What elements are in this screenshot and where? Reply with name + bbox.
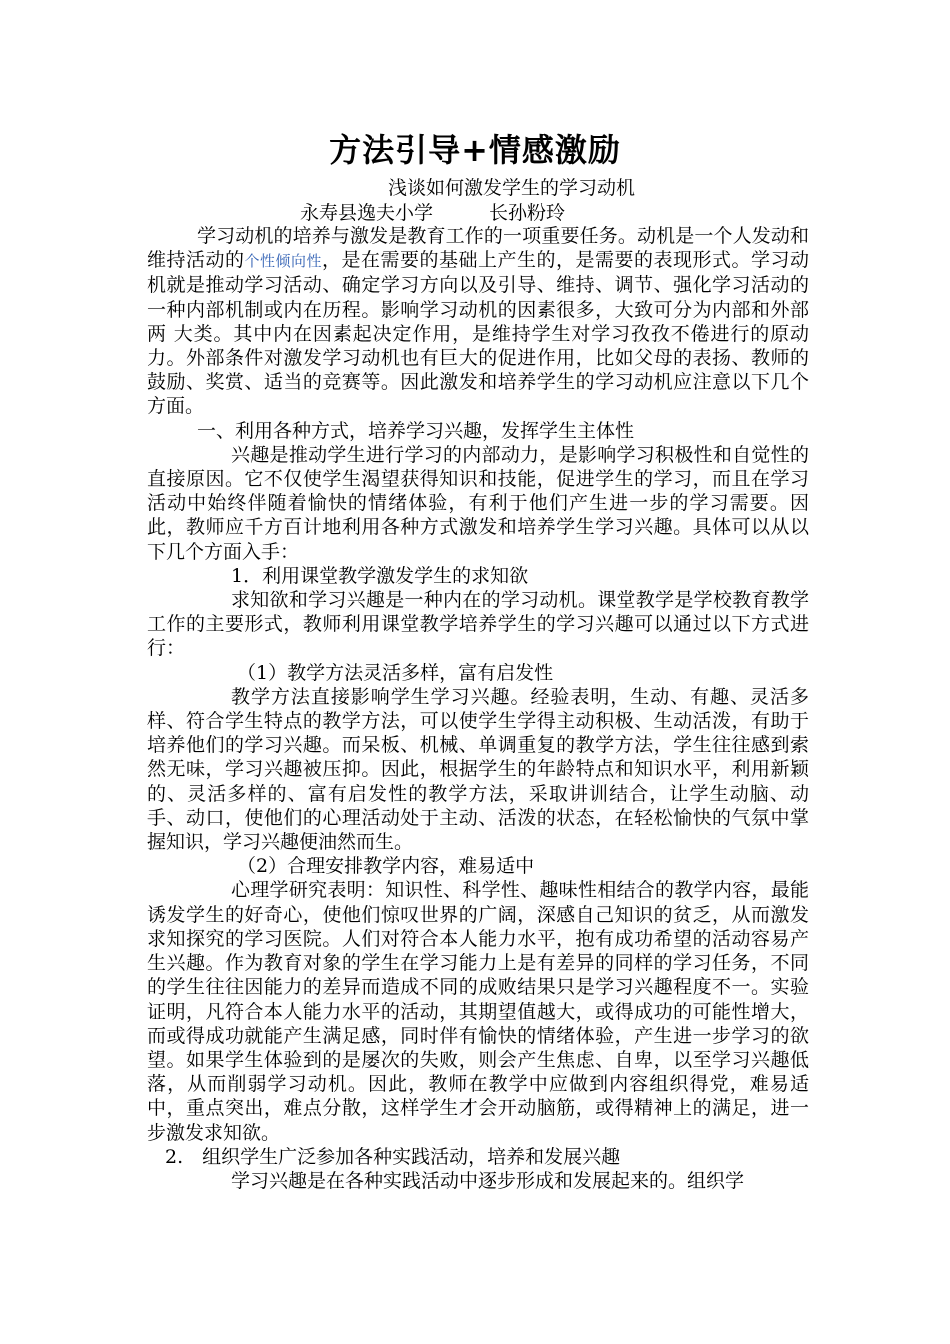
document-title: 方法引导+情感激励 <box>329 131 621 169</box>
paragraph-curiosity: 求知欲和学习兴趣是一种内在的学习动机。课堂教学是学校教育教学工作的主要形式，教师利用课堂教学培养学生的学习兴趣可以通过以下方式进行： <box>147 589 809 660</box>
heading-item-2: （2）合理安排教学内容，难易适中 <box>237 855 535 878</box>
paragraph-methods: 教学方法直接影响学生学习兴趣。经验表明，生动、有趣、灵活多样、符合学生特点的教学方法，可以使学生学得主动积极、生动活泼，有助于培养他们的学习兴趣。而呆板、机械、单调重复的教学方法，学生往往感到索然无味，学习兴趣被压抑。因此，根据学生的年龄特点和知识水平，利用新颖的、灵活多样的、富有启发性的教学方法，采取讲训结合，让学生动脑、动手、动口，使他们的心理活动处于主动、活泼的状态，在轻松愉快的气氛中掌握知识，学习兴趣便油然而生。 <box>147 685 809 854</box>
heading-item-1: （1）教学方法灵活多样，富有启发性 <box>237 661 554 684</box>
paragraph-interest: 兴趣是推动学生进行学习的内部动力，是影响学习积极性和自觉性的直接原因。它不仅使学生渴望获得知识和技能，促进学生的学习，而且在学习活动中始终伴随着愉快的情绪体验，有利于他们产生进一步的学习需要。因此，教师应千方百计地利用各种方式激发和培养学生学习兴趣。具体可以从以下几个方面入手： <box>147 443 809 563</box>
heading-section-1: 一、利用各种方式，培养学习兴趣，发挥学生主体性 <box>197 419 635 442</box>
term-link[interactable]: 个性倾向性 <box>244 252 322 271</box>
document-subtitle: 浅谈如何激发学生的学习动机 <box>388 177 636 199</box>
paragraph-practice: 学习兴趣是在各种实践活动中逐步形成和发展起来的。组织学 <box>231 1169 745 1192</box>
author-line <box>300 201 565 225</box>
author-name: 长孙粉玲 <box>489 202 566 224</box>
document-body <box>147 224 809 1193</box>
heading-subsection-1: 1．利用课堂教学激发学生的求知欲 <box>231 564 529 587</box>
heading-subsection-2: 2. 组织学生广泛参加各种实践活动，培养和发展兴趣 <box>165 1145 621 1168</box>
paragraph-content: 心理学研究表明：知识性、科学性、趣味性相结合的教学内容，最能诱发学生的好奇心，使他们惊叹世界的广阔，深感自己知识的贫乏，从而激发求知探究的学习医院。人们对符合本人能力水平，抱有成功希望的活动容易产生兴趣。作为教育对象的学生在学习能力上是有差异的同样的学习任务，不同的学生往往因能力的差异而造成不同的成败结果只是学习兴趣程度不一。实验证明，凡符合本人能力水平的活动，其期望值越大，或得成功的可能性增大，而或得成功就能产生满足感，同时伴有愉快的情绪体验，产生进一步学习的欲望。如果学生体验到的是屡次的失败，则会产生焦虑、自卑，以至学习兴趣低落，从而削弱学习动机。因此，教师在教学中应做到内容组织得党，难易适中，重点突出，难点分散，这样学生才会开动脑筋，或得精神上的满足，进一步激发求知欲。 <box>147 879 809 1144</box>
paragraph-intro: 学习动机的培养与激发是教育工作的一项重要任务。动机是一个人发动和维持活动的个性倾向性，是在需要的基础上产生的，是需要的表现形式。学习动机就是推动学习活动、确定学习方向以及引导、维持、调节、强化学习活动的一种内部机制或内在历程。影响学习动机的因素很多，大致可分为内部和外部两 大类。其中内在因素起决定作用，是维持学生对学习孜孜不倦进行的原动力。外部条件对激发学习动机也有巨大的促进作用，比如父母的表扬、教师的鼓励、奖赏、适当的竞赛等。因此激发和培养学生的学习动机应注意以下几个方面。 <box>147 225 809 418</box>
school-name: 永寿县逸夫小学 <box>300 202 434 224</box>
